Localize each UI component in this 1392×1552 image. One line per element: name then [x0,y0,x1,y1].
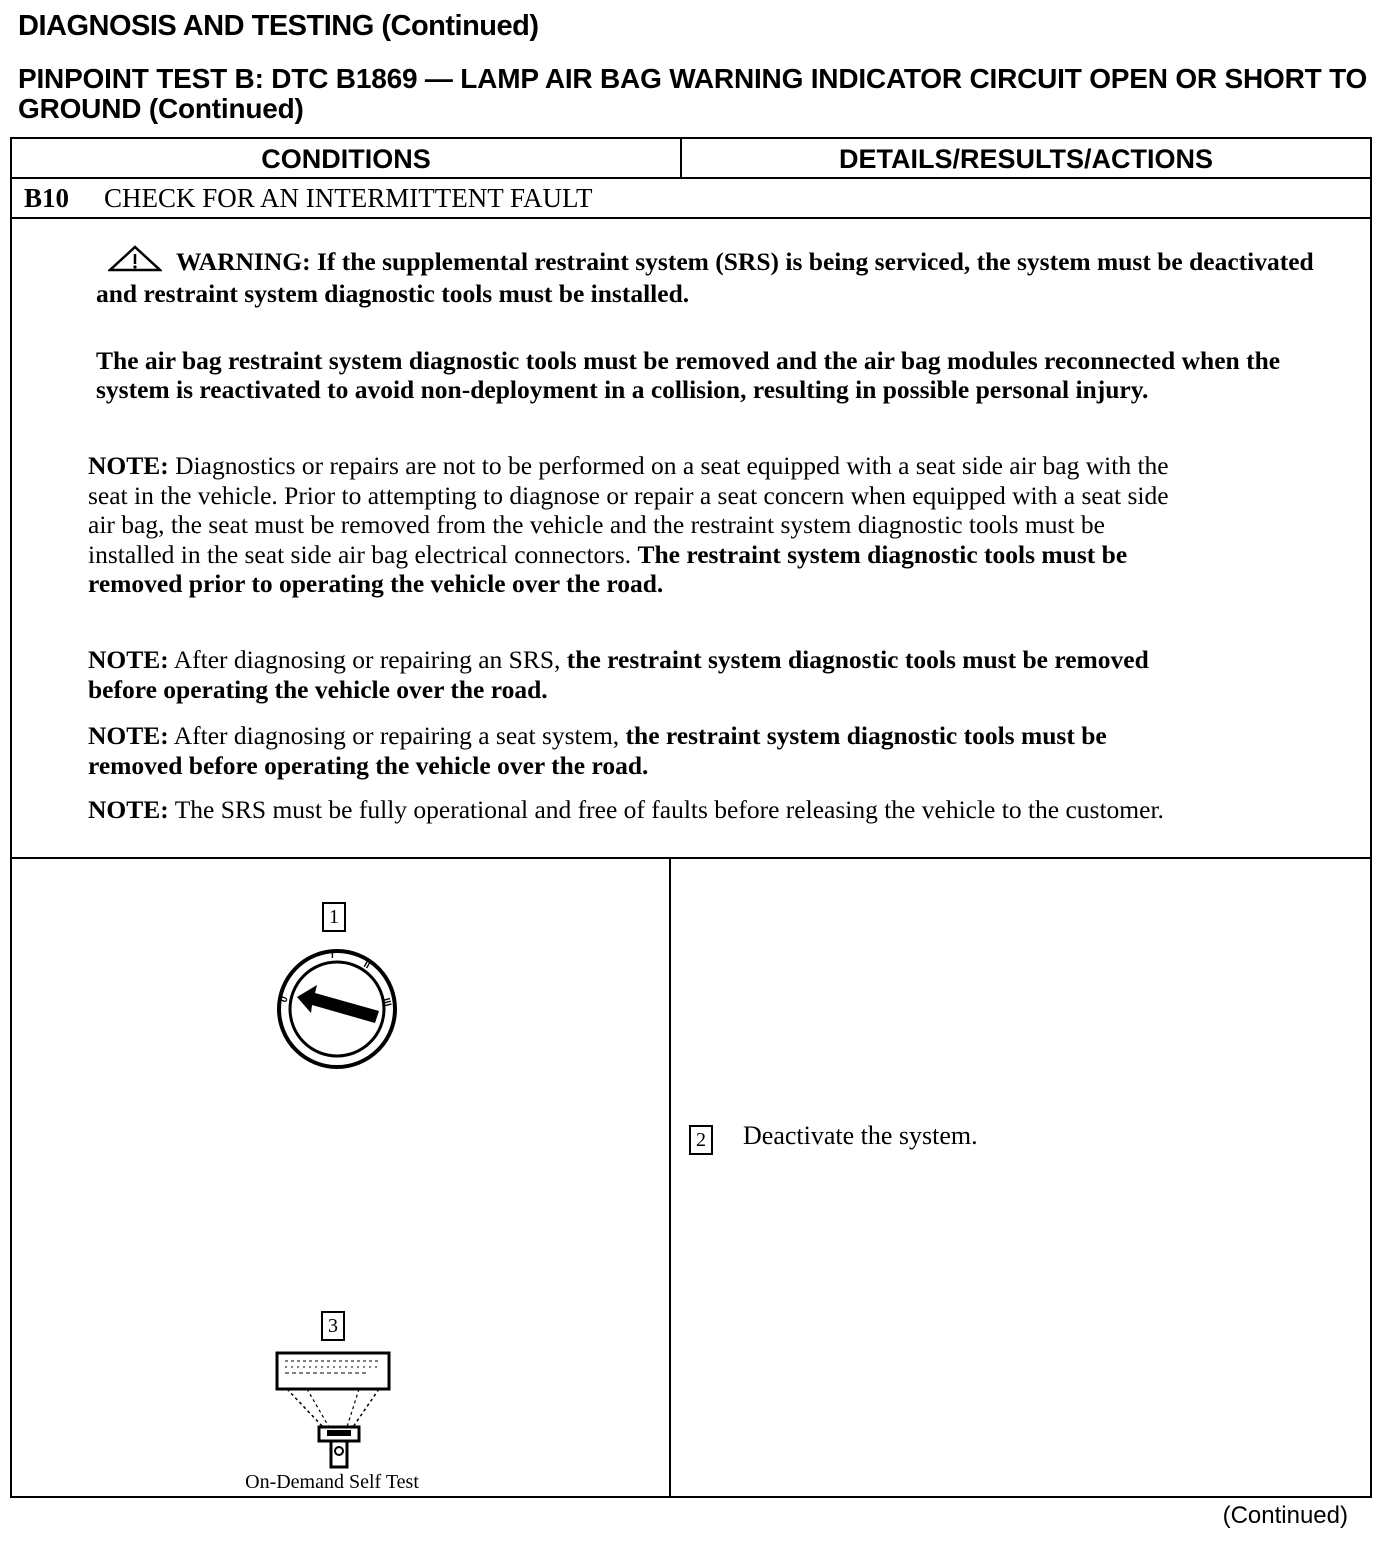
note-srs-repair [88,645,1178,704]
callout-1: 1 [322,902,346,932]
page-header: DIAGNOSIS AND TESTING (Continued) [18,10,539,42]
continued-label: (Continued) [1222,1502,1348,1529]
note-label: NOTE: [88,721,169,750]
note-text: The SRS must be fully operational and free of faults before releasing the vehicle to the customer. [174,795,1164,824]
ignition-position-label: II [361,959,372,972]
details-column-header: DETAILS/RESULTS/ACTIONS [682,139,1370,179]
note-emphasis: the restraint system diagnostic tools must be removed before operating the vehicle over the road. [88,721,1107,780]
details-panel [671,859,1370,1496]
note-seat-repair [88,721,1178,780]
note-label: NOTE: [88,451,169,480]
note-text: After diagnosing or repairing a seat system, [173,721,620,750]
step-title: CHECK FOR AN INTERMITTENT FAULT [104,183,593,213]
srs-warning [96,245,1316,308]
ignition-position-label: I [331,950,334,961]
ignition-position-label: 0 [278,995,291,1005]
step-number: B10 [24,183,70,213]
callout-2: 2 [689,1125,713,1155]
note-text: After diagnosing or repairing an SRS, [173,645,561,674]
note-emphasis: The restraint system diagnostic tools must be removed prior to operating the vehicle over the road. [88,539,1128,598]
ignition-position-label: III [380,996,393,1008]
ignition-switch-icon [267,939,407,1079]
step-row [12,179,1370,219]
step-2-action: Deactivate the system. [743,1121,978,1150]
self-test-caption: On-Demand Self Test [245,1471,419,1493]
warning-text: WARNING: If the supplemental restraint system (SRS) is being serviced, the system must be deactivated and restraint system diagnostic tools must be installed. [96,247,1314,308]
conditions-figure-panel [12,859,671,1496]
warnings-and-notes [12,219,1370,859]
note-label: NOTE: [88,645,169,674]
callout-3: 3 [321,1311,345,1341]
pinpoint-test-title: PINPOINT TEST B: DTC B1869 — LAMP AIR BAG WARNING INDICATOR CIRCUIT OPEN OR SHORT TO GROUND (Continued) [18,63,1368,124]
pinpoint-test-table [10,137,1372,1498]
conditions-column-header: CONDITIONS [12,139,682,179]
diagnostic-tools-warning: The air bag restraint system diagnostic tools must be removed and the air bag modules reconnected when the system is reactivated to avoid non-deployment in a collision, resulting in possible personal injury. [96,346,1281,404]
warning-triangle-icon [108,245,162,279]
scan-tool-icon [267,1349,407,1469]
note-label: NOTE: [88,795,169,824]
note-srs-operational [88,795,1178,825]
note-emphasis: the restraint system diagnostic tools must be removed before operating the vehicle over the road. [88,645,1149,704]
note-text: Diagnostics or repairs are not to be performed on a seat equipped with a seat side air bag with the seat in the vehicle. Prior to attempting to diagnose or repair a seat concern when equipped with a seat side air bag, the seat must be removed from the vehicle and the restraint system diagnostic tools must be installed in the seat side air bag electrical connectors. [88,451,1169,569]
note-seat-side-airbag [88,451,1178,599]
